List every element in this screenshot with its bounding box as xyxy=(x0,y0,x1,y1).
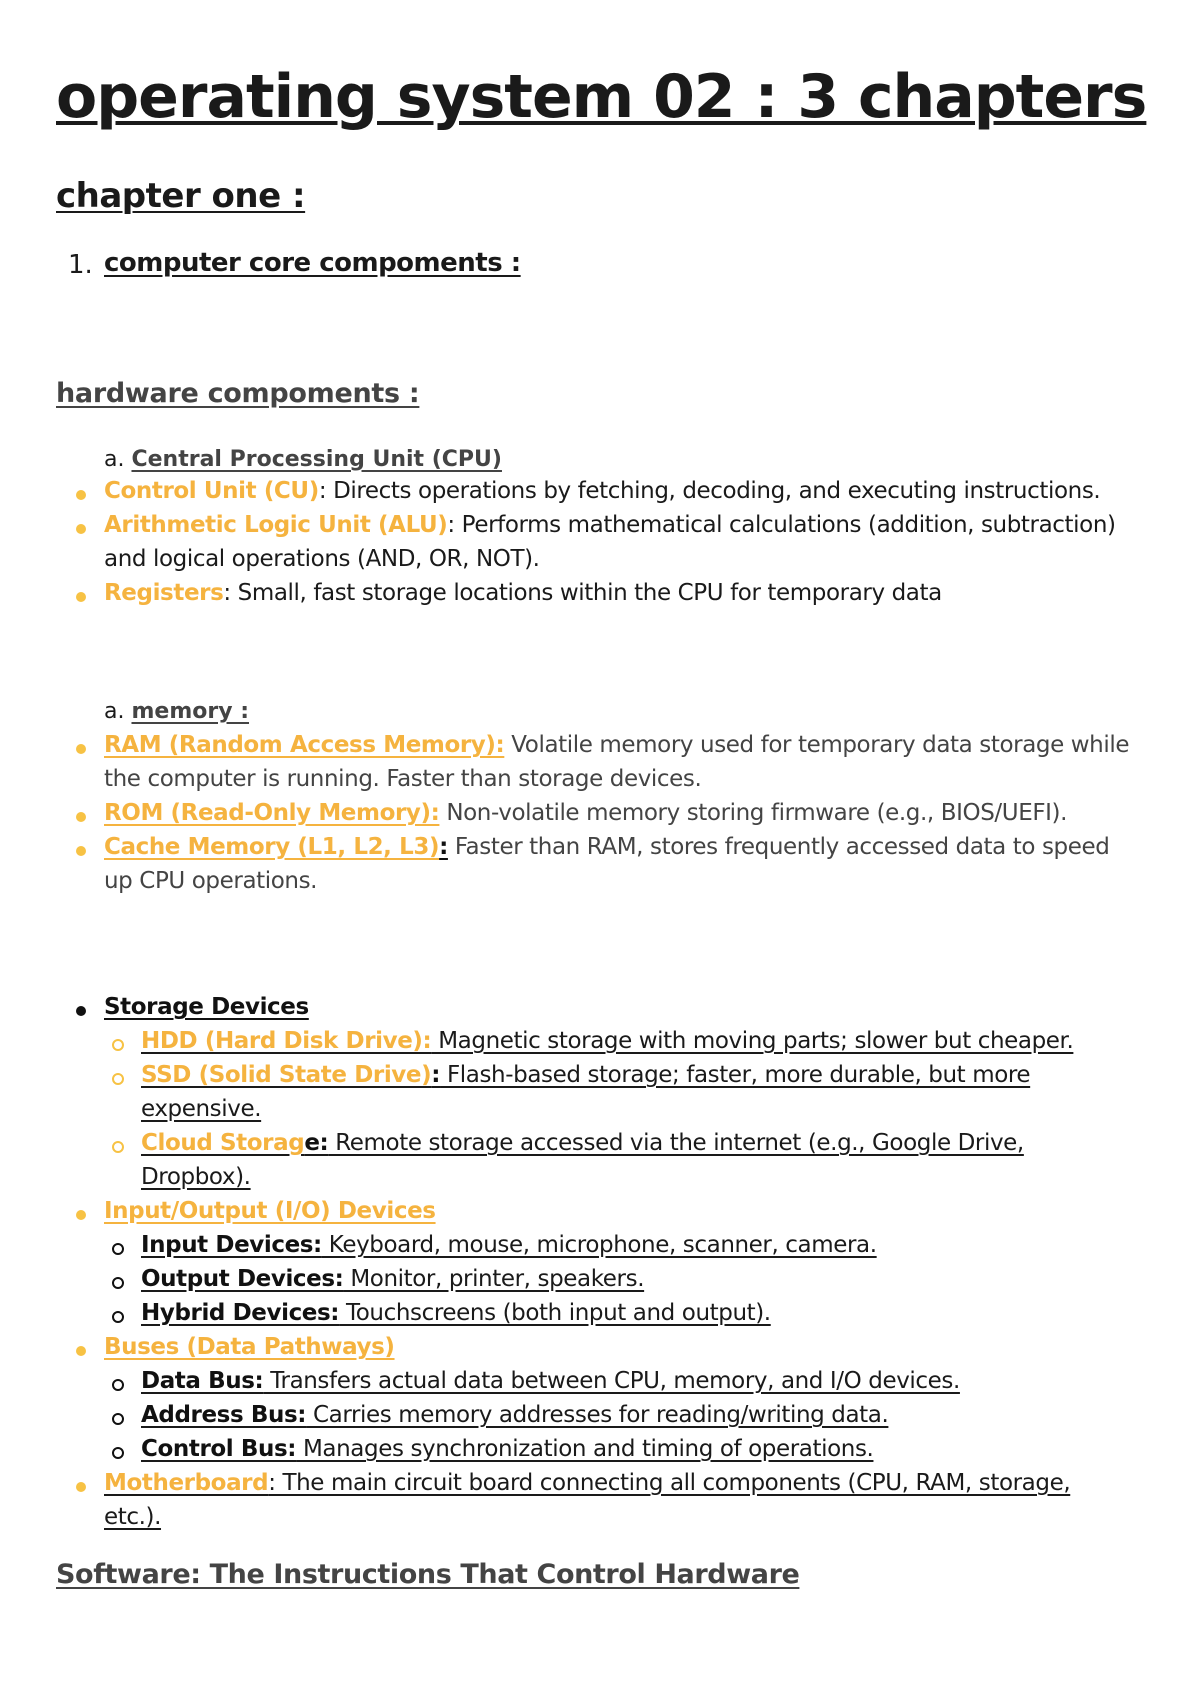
circle-bullet-icon xyxy=(112,1073,124,1085)
bullet-icon xyxy=(76,846,86,856)
term: SSD (Solid State Drive) xyxy=(141,1062,432,1088)
buses-heading: Buses (Data Pathways) xyxy=(104,1334,395,1360)
term: Arithmetic Logic Unit (ALU) xyxy=(104,512,448,538)
list-item xyxy=(141,1232,877,1258)
definition: Magnetic storage with moving parts; slower but cheaper. xyxy=(431,1028,1074,1054)
term: ROM (Read-Only Memory): xyxy=(104,800,440,826)
io-heading: Input/Output (I/O) Devices xyxy=(104,1198,436,1224)
definition: : The main circuit board connecting all components (CPU, RAM, storage, xyxy=(268,1470,1071,1496)
term: Hybrid Devices: xyxy=(141,1300,340,1326)
circle-bullet-icon xyxy=(112,1243,124,1255)
term: Control Unit (CU) xyxy=(104,478,319,504)
definition: Faster than RAM, stores frequently accessed data to speed xyxy=(447,834,1110,860)
definition: Volatile memory used for temporary data storage while xyxy=(504,732,1130,758)
circle-bullet-icon xyxy=(112,1141,124,1153)
term: Cloud Storag xyxy=(141,1130,305,1156)
term: RAM (Random Access Memory): xyxy=(104,732,505,758)
bullet-icon xyxy=(76,744,86,754)
definition: Flash-based storage; faster, more durable, but more xyxy=(440,1062,1031,1088)
term: Control Bus: xyxy=(141,1436,297,1462)
list-item xyxy=(104,580,942,606)
list-item xyxy=(104,834,1109,860)
definition: Remote storage accessed via the internet (e.g., Google Drive, xyxy=(328,1130,1024,1156)
circle-bullet-icon xyxy=(112,1379,124,1391)
term: Cache Memory (L1, L2, L3) xyxy=(104,834,440,860)
list-item-continuation: expensive. xyxy=(141,1096,262,1122)
circle-bullet-icon xyxy=(112,1413,124,1425)
list-item-continuation: up CPU operations. xyxy=(104,868,318,894)
bullet-icon xyxy=(76,490,86,500)
list-item xyxy=(141,1028,1073,1054)
list-item xyxy=(141,1436,873,1462)
term: HDD (Hard Disk Drive): xyxy=(141,1028,432,1054)
memory-marker: a. xyxy=(104,699,125,724)
bullet-icon xyxy=(76,1482,86,1492)
list-item xyxy=(104,478,1100,504)
list-item xyxy=(141,1266,644,1292)
definition: Touchscreens (both input and output). xyxy=(339,1300,771,1326)
term: Registers xyxy=(104,580,224,606)
list-item-continuation: the computer is running. Faster than storage devices. xyxy=(104,766,702,792)
term: Motherboard xyxy=(104,1470,269,1496)
storage-heading: Storage Devices xyxy=(104,994,309,1020)
section-heading: computer core compoments : xyxy=(104,248,521,278)
cpu-heading-text: Central Processing Unit (CPU) xyxy=(131,447,502,472)
definition: Keyboard, mouse, microphone, scanner, camera. xyxy=(321,1232,877,1258)
circle-bullet-icon xyxy=(112,1311,124,1323)
list-item-continuation: and logical operations (AND, OR, NOT). xyxy=(104,546,540,572)
list-item xyxy=(141,1402,888,1428)
page-title: operating system 02 : 3 chapters xyxy=(56,62,1147,132)
list-item-continuation: Dropbox). xyxy=(141,1164,251,1190)
bullet-icon xyxy=(76,812,86,822)
bullet-icon xyxy=(76,524,86,534)
definition: Non-volatile memory storing firmware (e.g., BIOS/UEFI). xyxy=(439,800,1068,826)
list-item xyxy=(104,800,1067,826)
term: Data Bus: xyxy=(141,1368,264,1394)
section-number: 1. xyxy=(68,250,93,280)
definition: : Performs mathematical calculations (addition, subtraction) xyxy=(447,512,1116,538)
definition: : Small, fast storage locations within the CPU for temporary data xyxy=(223,580,942,606)
circle-bullet-icon xyxy=(112,1277,124,1289)
circle-bullet-icon xyxy=(112,1039,124,1051)
term: Input Devices: xyxy=(141,1232,322,1258)
circle-bullet-icon xyxy=(112,1447,124,1459)
bullet-icon xyxy=(76,1346,86,1356)
list-item xyxy=(104,1470,1070,1496)
cpu-subheading xyxy=(104,447,502,472)
memory-subheading xyxy=(104,699,249,724)
list-item xyxy=(104,732,1129,758)
memory-heading-text: memory : xyxy=(131,699,250,724)
separator: e: xyxy=(304,1130,329,1156)
separator: : xyxy=(431,1062,441,1088)
bullet-icon xyxy=(76,1006,86,1016)
term: Address Bus: xyxy=(141,1402,307,1428)
term: Output Devices: xyxy=(141,1266,344,1292)
software-heading: Software: The Instructions That Control Hardware xyxy=(56,1559,800,1590)
list-item xyxy=(141,1300,771,1326)
list-item-continuation: etc.). xyxy=(104,1504,162,1530)
cpu-marker: a. xyxy=(104,447,125,472)
definition: Transfers actual data between CPU, memory, and I/O devices. xyxy=(263,1368,960,1394)
definition: : Directs operations by fetching, decoding, and executing instructions. xyxy=(318,478,1101,504)
list-item xyxy=(141,1130,1024,1156)
list-item xyxy=(141,1062,1030,1088)
list-item xyxy=(141,1368,960,1394)
chapter-heading: chapter one : xyxy=(56,176,306,216)
definition: Monitor, printer, speakers. xyxy=(343,1266,645,1292)
list-item xyxy=(104,512,1116,538)
definition: Carries memory addresses for reading/writing data. xyxy=(306,1402,889,1428)
bullet-icon xyxy=(76,592,86,602)
bullet-icon xyxy=(76,1210,86,1220)
definition: Manages synchronization and timing of operations. xyxy=(296,1436,874,1462)
hardware-heading: hardware compoments : xyxy=(56,378,420,409)
separator: : xyxy=(439,834,448,860)
